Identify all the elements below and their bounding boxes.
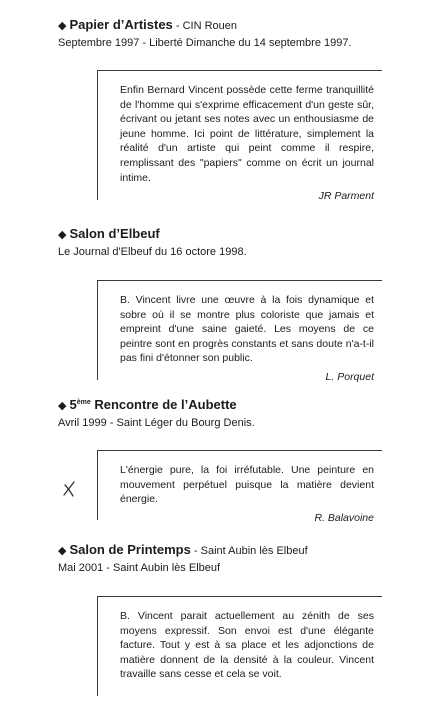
entry-header-salon-elbeuf bbox=[58, 226, 418, 259]
entry-name: Rencontre de l’Aubette bbox=[90, 397, 237, 412]
entry-title bbox=[58, 542, 418, 559]
entry-header-papier-artistes bbox=[58, 17, 418, 50]
diamond-bullet-icon: ◆ bbox=[58, 229, 67, 241]
quote-text: B. Vincent parait actuellement au zénith de ses moyens expressif. Son envoi est d'une élégante facture. Tout y est à sa place et les adjonctions de matière donnent de la densité à la couleur. Vincent travaille sans cesse et cela se voit. bbox=[120, 610, 374, 681]
diamond-bullet-icon: ◆ bbox=[58, 400, 67, 412]
diamond-bullet-icon: ◆ bbox=[58, 20, 67, 32]
diamond-bullet-icon: ◆ bbox=[58, 545, 67, 557]
entry-title bbox=[58, 226, 418, 243]
entry-source: Le Journal d'Elbeuf du 16 octore 1998. bbox=[58, 246, 247, 258]
quote-text: B. Vincent livre une œuvre à la fois dynamique et sobre où il se montre plus coloriste que jamais et empreint d'une saine gaieté. Les moyens de ce peintre sont en progrès constants et sans doute n'a-t-il pas fini d'étonner son public. bbox=[120, 294, 374, 365]
quote-box-rencontre-aubette bbox=[97, 450, 382, 524]
entry-name: Papier d’Artistes bbox=[69, 17, 173, 32]
handwritten-x-mark bbox=[60, 480, 78, 498]
entry-title bbox=[58, 395, 418, 414]
quote-text: L'énergie pure, la foi irréfutable. Une peinture en mouvement perpétuel puisque la matière devient énergie. bbox=[120, 464, 374, 506]
entry-location: - CIN Rouen bbox=[172, 20, 237, 32]
entry-header-rencontre-aubette bbox=[58, 395, 418, 430]
entry-title bbox=[58, 17, 418, 34]
entry-name: Salon de Printemps bbox=[69, 542, 191, 557]
entry-source: Mai 2001 - Saint Aubin lès Elbeuf bbox=[58, 562, 221, 574]
entry-location: - Saint Aubin lès Elbeuf bbox=[190, 545, 308, 557]
quote-text: Enfin Bernard Vincent possède cette ferme tranquillité de l'homme qui s'exprime efficacement d'un geste sûr, écrivant ou jetant ses notes avec un enthousiasme de jeune homme. Ici point de littérature, simplement la réalité d'un artiste qui peint comme il respire, remplissant des "papiers" comme on écrit un journal intime. bbox=[120, 84, 374, 184]
entry-source: Avril 1999 - Saint Léger du Bourg Denis. bbox=[58, 417, 255, 429]
entry-name-superscript: ème bbox=[76, 399, 91, 406]
entry-name-number: 5 bbox=[69, 397, 77, 412]
quote-author: JR Parment bbox=[318, 190, 374, 203]
entry-name: Salon d’Elbeuf bbox=[69, 226, 160, 241]
quote-author: L. Porquet bbox=[325, 370, 374, 383]
quote-box-salon-printemps bbox=[97, 596, 382, 696]
entry-source: Septembre 1997 - Liberté Dimanche du 14 septembre 1997. bbox=[58, 37, 352, 49]
entry-header-salon-printemps bbox=[58, 542, 418, 575]
quote-author: R. Balavoine bbox=[314, 511, 374, 524]
quote-box-salon-elbeuf bbox=[97, 280, 382, 383]
quote-box-papier-artistes bbox=[97, 70, 382, 203]
